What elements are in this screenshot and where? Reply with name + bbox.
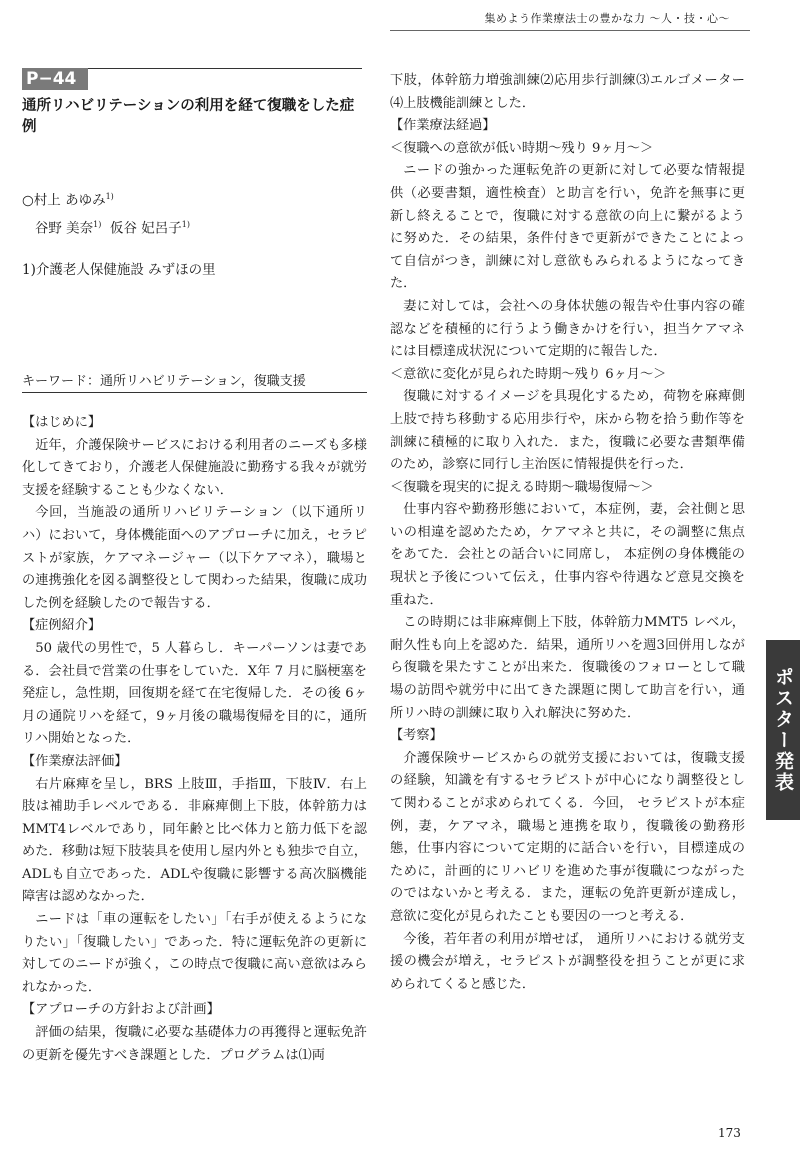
paragraph: ニードの強かった運転免許の更新に対して必要な情報提供（必要書類，適性検査）と助言を行い，免許を無事に更新し終えることで，復職に対する意欲の向上に繋がるように努めた．その結果，条件付きで更新ができたことによって自信がつき，訓練に対し意欲もみられるようになってきた． (390, 163, 745, 292)
paragraph: ニードは「車の運転をしたい」「右手が使えるようになりたい」「復職したい」であった．特に運転免許の更新に対してのニードが強く，この時点で復職に高い意欲はみられなかった． (22, 912, 367, 995)
section-heading: 【作業療法経過】 (390, 118, 496, 134)
subheading: ＜復職への意欲が低い時期〜残り 9ヶ月〜＞ (390, 140, 654, 156)
affiliation: 1)介護老人保健施設 みずほの里 (22, 262, 216, 278)
paragraph: 妻に対しては，会社への身体状態の報告や仕事内容の確認などを積極的に行うよう働きかけを行い，担当ケアマネには目標達成状況について定期的に報告した． (390, 298, 745, 360)
section-heading: 【考察】 (390, 728, 443, 744)
author-2-sup: 1) (93, 219, 102, 229)
poster-presentation-tab: ポスター発表 (766, 640, 800, 820)
paragraph: 介護保険サービスからの就労支援においては，復職支援の経験，知識を有するセラピストが中心になり調整役として関わることが求められてくる．今回， セラピストが本症例，妻，ケアマネ，職場と連携を取り，復職後の勤務形態，仕事内容について定期的に話合いを行い，目標達成のために，計画的にリハビリを進めた事が復職につながったのではないかと考える．また，運転の免許更新が達成し，意欲に変化が見られたことも要因の一つと考える． (390, 750, 745, 924)
section-heading: 【アプローチの方針および計画】 (22, 1002, 220, 1018)
keywords: キーワード：通所リハビリテーション，復職支援 (22, 374, 306, 389)
paragraph: 下肢，体幹筋力増強訓練⑵応用歩行訓練⑶エルゴメーター⑷上肢機能訓練とした． (390, 73, 745, 111)
section-heading: 【はじめに】 (22, 415, 102, 430)
poster-code: P−44 (22, 68, 88, 90)
running-header: 集めよう作業療法士の豊かな力 〜人・技・心〜 (484, 12, 730, 25)
author-1-sup: 1) (105, 192, 114, 201)
paragraph: 右片麻痺を呈し，BRS 上肢Ⅲ，手指Ⅲ，下肢Ⅳ．右上肢は補助手レベルである．非麻痺側上下肢，体幹筋力は MMT4レベルであり，同年齢と比べ体力と筋力低下を認めた．移動は短下肢装具を使用し屋内外とも独歩で自立，ADLも自立であった．ADLや復職に影響する高次脳機能障害は認めなかった． (22, 776, 367, 905)
paragraph: 復職に対するイメージを具現化するため，荷物を麻痺側上肢で持ち移動する応用歩行や，床から物を拾う動作等を訓練に積極的に取り入れた．また，復職に必要な書類準備のため，診察に同行し主治医に情報提供を行った． (390, 389, 745, 473)
section-heading: 【症例紹介】 (22, 618, 102, 634)
author-3: 仮谷 妃呂子 (109, 220, 182, 236)
header-rule (390, 30, 750, 31)
author-line-2 (22, 213, 190, 241)
paragraph: 50 歳代の男性で，5 人暮らし．キーパーソンは妻である．会社員で営業の仕事をしていた．X年 7 月に脳梗塞を発症し，急性期，回復期を経て在宅復帰した．その後 6ヶ月の通院リハを経て，9ヶ月後の職場復帰を目的に，通所リハ開始となった． (22, 640, 367, 747)
author-3-sup: 1) (181, 219, 190, 229)
author-line-1 (22, 185, 190, 213)
paragraph: 仕事内容や勤務形態において，本症例，妻，会社側と思いの相違を認めたため，ケアマネと共に，その調整に焦点をあてた．会社との話合いに同席し， 本症例の身体機能の現状と予後について伝え，仕事内容や待遇など意見交換を重ねた． (390, 502, 745, 608)
subheading: ＜復職を現実的に捉える時期〜職場復帰〜＞ (390, 479, 654, 495)
author-2: 谷野 美奈 (34, 220, 94, 236)
subheading: ＜意欲に変化が見られた時期〜残り 6ヶ月〜＞ (390, 366, 667, 382)
page-number: 173 (718, 1126, 741, 1140)
paragraph: 今回，当施設の通所リハビリテーション（以下通所リハ）において，身体機能面へのアプローチに加え，セラピストが家族，ケアマネージャー（以下ケアマネ），職場との連携強化を図る調整役として関わった結果，復職に成功した例を経験したので報告する． (22, 505, 367, 611)
authors (22, 185, 190, 240)
author-1: ○村上 あゆみ (22, 192, 106, 209)
right-column (390, 70, 745, 996)
keywords-rule (22, 392, 367, 393)
paragraph: 今後，若年者の利用が増せば， 通所リハにおける就労支援の機会が増え，セラピストが調整役を担うことが更に求められてくると感じた． (390, 931, 745, 992)
paragraph: 近年，介護保険サービスにおける利用者のニーズも多様化してきており，介護老人保健施設に勤務する我々が就労支援を経験することも少なくない． (22, 437, 367, 498)
paragraph: 評価の結果，復職に必要な基礎体力の再獲得と運転免許の更新を優先すべき課題とした．プログラムは⑴両 (22, 1025, 367, 1063)
paragraph: この時期には非麻痺側上下肢，体幹筋力MMT5 レベル，耐久性も向上を認めた．結果，通所リハを週3回併用しながら復職を果たすことが出来た．復職後のフォローとして職場の訪問や就労中に出てきた課題に関して助言を行い，通所リハ時の訓練に取り入れ解決に努めた． (390, 615, 745, 721)
section-heading: 【作業療法評価】 (22, 753, 128, 769)
paper-title: 通所リハビリテーションの利用を経て復職をした症例 (22, 97, 355, 135)
left-column (22, 412, 367, 1067)
